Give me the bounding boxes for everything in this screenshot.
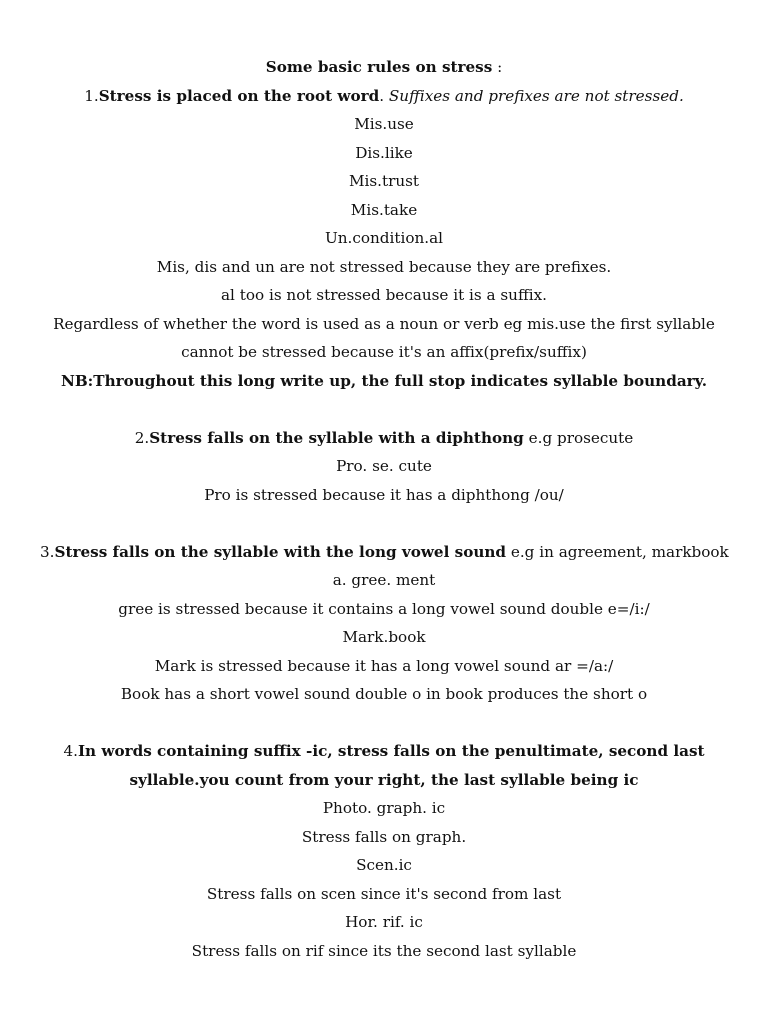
rule3-line: gree is stressed because it contains a long vowel sound double e=/i:/ xyxy=(118,599,650,618)
rule3-line: Mark is stressed because it has a long vowel sound ar =/a:/ xyxy=(154,656,614,675)
rule2-example-word: e.g prosecute xyxy=(523,428,634,447)
rule3-heading-text: Stress falls on the syllable with the long vowel sound xyxy=(54,542,507,561)
rule2-number: 2. xyxy=(134,428,150,447)
rule4-line: Stress falls on graph. xyxy=(301,827,467,846)
rule4-line: Stress falls on scen since it's second from last xyxy=(206,884,562,903)
rule4-line: Stress falls on rif since its the second last syllable xyxy=(191,941,577,960)
rule1-heading-text: Stress is placed on the root word xyxy=(98,86,380,105)
document-title xyxy=(40,53,728,82)
rule1-number: 1. xyxy=(84,86,99,105)
rule4-number: 4. xyxy=(63,742,78,760)
rule4-line: Scen.ic xyxy=(356,856,412,874)
rule1-example: Un.condition.al xyxy=(324,229,444,247)
rule4-line: Hor. rif. ic xyxy=(345,913,423,931)
rule1-example: Dis.like xyxy=(355,143,413,162)
blank-line xyxy=(40,709,728,738)
rule3-heading xyxy=(40,538,728,567)
rule1-example: Mis.use xyxy=(354,115,414,133)
title-colon: : xyxy=(492,58,503,76)
rule1-explanation: Mis, dis and un are not stressed because they are prefixes. xyxy=(156,257,612,276)
rule1-example: Mis.trust xyxy=(348,172,420,190)
rule1-explanation: al too is not stressed because it is a suffix. xyxy=(221,286,547,304)
rule1-example: Mis.take xyxy=(350,200,418,219)
nb-note: NB:Throughout this long write up, the full stop indicates syllable boundary. xyxy=(60,371,708,390)
rule4-line: Photo. graph. ic xyxy=(322,799,446,817)
blank-line xyxy=(40,509,728,538)
rule3-line: Mark.book xyxy=(342,628,426,646)
rule2-heading-text: Stress falls on the syllable with a diphthong xyxy=(149,428,524,447)
rule1-separator: . xyxy=(379,86,389,105)
rule3-example-words: e.g in agreement, markbook xyxy=(506,542,729,561)
rule4-heading xyxy=(40,737,728,766)
rule2-line: Pro is stressed because it has a diphthong /ou/ xyxy=(204,485,564,504)
title-bold: Some basic rules on stress xyxy=(265,58,493,76)
rule2-heading xyxy=(40,424,728,453)
rule4-heading-text: In words containing suffix -ic, stress falls on the penultimate, second last xyxy=(77,742,705,760)
rule1-explanation: Regardless of whether the word is used as a noun or verb eg mis.use the first syllable xyxy=(53,314,715,333)
rule1-heading xyxy=(40,82,728,111)
rule1-note: Suffixes and prefixes are not stressed. xyxy=(388,86,684,105)
blank-line xyxy=(40,395,728,424)
rule3-line: a. gree. ment xyxy=(332,571,436,589)
rule4-heading-continued: syllable.you count from your right, the last syllable being ic xyxy=(129,770,639,789)
rule2-line: Pro. se. cute xyxy=(336,457,432,475)
rule3-line: Book has a short vowel sound double o in book produces the short o xyxy=(120,685,648,703)
document-page xyxy=(40,53,728,965)
rule1-explanation: cannot be stressed because it's an affix(prefix/suffix) xyxy=(181,343,587,361)
rule3-number: 3. xyxy=(40,542,55,561)
